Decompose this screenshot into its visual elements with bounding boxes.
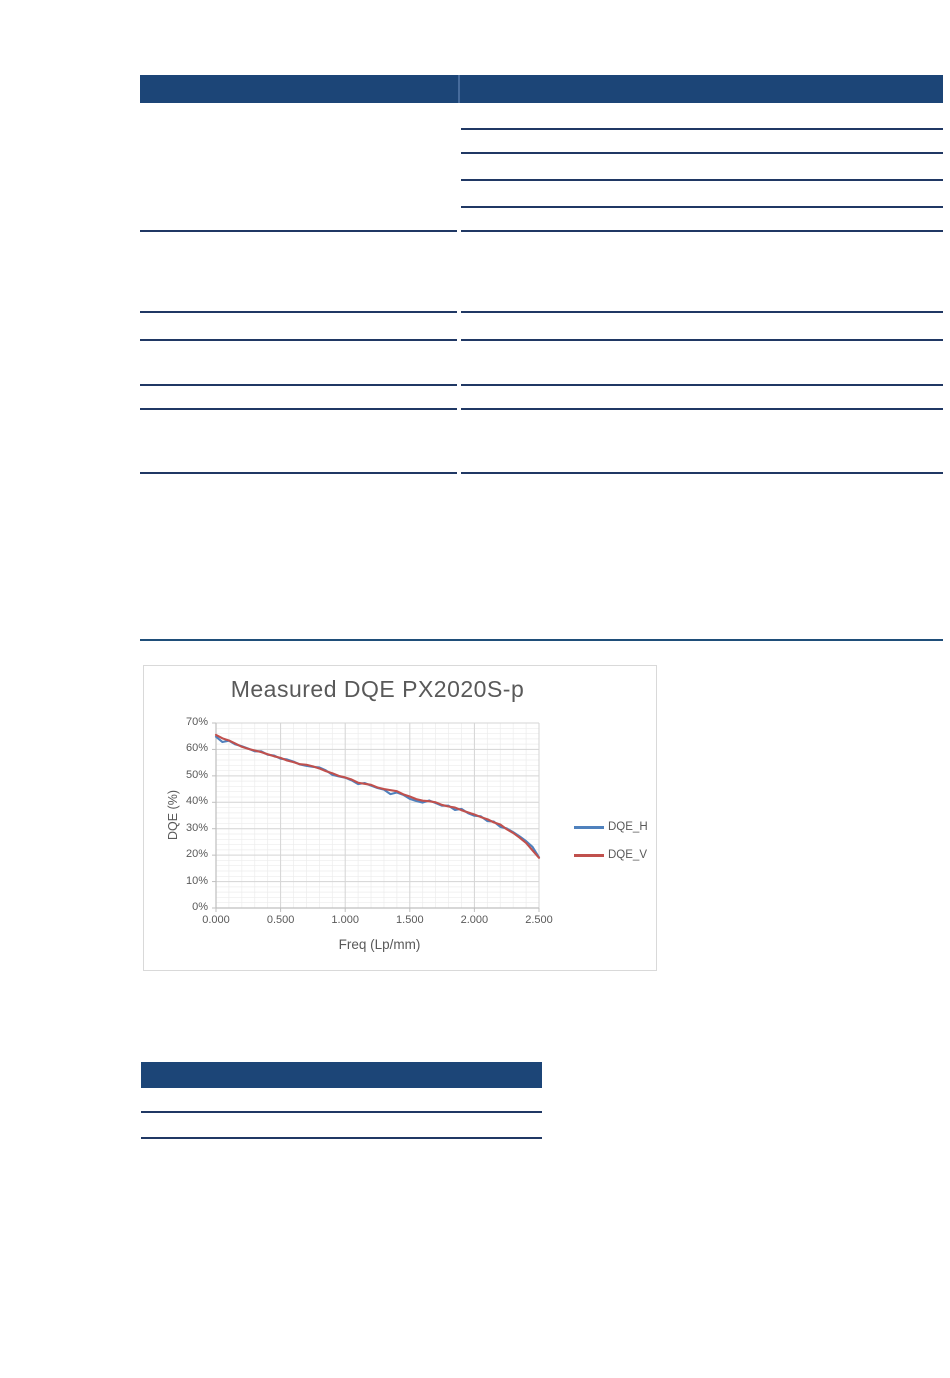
row-divider [461,384,943,386]
row-divider [461,152,943,154]
row-divider [140,472,457,474]
row-divider [461,408,943,410]
chart-title: Measured DQE PX2020S-p [230,676,525,702]
legend-label: DQE_H [608,821,648,833]
legend-item-dqe-h [574,819,648,835]
dqe-chart [143,665,657,971]
row-divider [461,339,943,341]
x-tick-label: 2.500 [525,914,553,926]
y-tick-label: 10% [185,874,208,887]
x-tick-label: 2.000 [460,914,489,926]
y-tick-label: 50% [185,768,208,781]
row-divider [140,230,457,232]
row-divider [461,179,943,181]
plot-canvas [216,723,539,908]
row-divider [140,311,457,313]
spec-table-header-left [140,75,458,103]
x-axis-title: Freq (Lp/mm) [338,937,421,952]
y-tick-label: 70% [185,716,208,728]
y-axis-title: DQE (%) [166,790,180,840]
spec-table-header-divider [458,75,460,103]
y-tick-label: 30% [185,821,208,834]
y-tick-label: 40% [185,795,208,808]
y-tick-label: 60% [185,742,208,755]
spec-table-header-right [461,75,943,103]
row-divider [141,1137,542,1139]
row-divider [461,128,943,130]
x-tick-label: 1.500 [396,914,424,926]
y-tick-label: 20% [185,848,208,861]
x-tick-label: 0.000 [202,914,230,926]
legend-item-dqe-v [574,847,648,863]
row-divider [140,384,457,386]
row-divider [140,339,457,341]
x-tick-label: 1.000 [331,914,359,926]
spec-table-merged-cell [140,103,458,231]
legend-label: DQE_V [608,849,647,861]
row-divider [140,408,457,410]
legend-line-sample-blue [574,826,604,829]
row-divider [461,472,943,474]
row-divider [141,1111,542,1113]
y-tick-label: 0% [192,901,208,913]
chart-legend [574,819,648,875]
row-divider [461,206,943,208]
x-tick-label: 0.500 [266,914,295,926]
legend-line-sample-red [574,854,604,857]
section-divider [140,639,943,641]
row-divider [461,311,943,313]
row-divider [461,230,943,232]
bottom-table-header-bar [141,1062,542,1088]
plot-area [216,723,539,908]
